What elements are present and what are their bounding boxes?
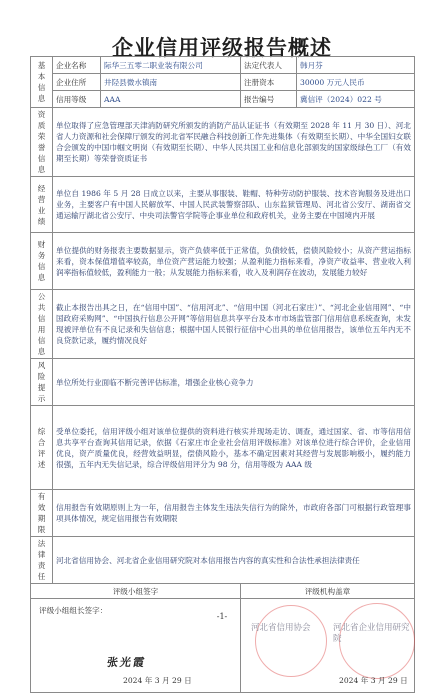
group-date: 2024 年 3 月 29 日: [123, 676, 192, 685]
validity-section-label: 有效期限: [31, 490, 53, 537]
report-no-value: 冀信评（2024）022 号: [297, 91, 415, 108]
basic-row-2: [31, 74, 415, 91]
overall-text: 受单位委托，信用评级小组对该单位提供的资料进行核实并现场走访、调查，通过国家、省、市等信用信息共享平台查询其信用记录，依据《石家庄市企业社会信用评级标准》对该单位进行综合评价，企业信用优良，资产质量优良，经营效益明显，偿债风险小，基本不确定因素对其经营与发展影响极小，履约能力很强，五年内无失信记录，综合评级信用评分为 98 分，信用等级为 AAA 级: [53, 406, 415, 490]
public-section-label: 公共信用信息: [31, 290, 53, 359]
duty-row: [31, 537, 415, 584]
agency-seal-header: 评级机构盖章: [241, 584, 415, 599]
public-text: 截止本报告出具之日，在“信用中国”、“信用河北”、“信用中国（河北石家庄）”、“河北企业信用网”、“中国政府采购网”、“中国执行信息公开网”等信用信息共享平台及本市市场监管部门信用信息系统查询，未发现被评单位有不良记录和失信信息；根据中国人民银行征信中心出具的单位信用报告，该单位五年内无不良贷款记录，履约情况良好: [53, 290, 415, 359]
agency-name-1: 河北省信用协会: [251, 623, 311, 633]
address-value: 井陉县微水镇南: [101, 74, 241, 91]
finance-row: [31, 233, 415, 290]
validity-text: 信用报告有效期原则上为一年，信用报告主体发生违法失信行为的除外，市政府各部门可根据行政管理事项具体情况，规定信用报告有效期限: [53, 490, 415, 537]
company-name-value: 际华三五零二职业装有限公司: [101, 57, 241, 74]
public-credit-row: [31, 290, 415, 359]
risk-row: [31, 359, 415, 406]
honors-section-label: 资质荣誉信息: [31, 108, 53, 177]
basic-row-1: [31, 57, 415, 74]
page-number: -1-: [216, 612, 228, 621]
group-leader-label: 评级小组组长签字：: [39, 606, 108, 615]
duty-text: 河北省信用协会、河北省企业信用研究院对本信用报告内容的真实性和合法性承担法律责任: [53, 537, 415, 584]
agency-name-2: 河北省企业信用研究院: [333, 623, 410, 644]
capital-label: 注册资本: [241, 74, 297, 91]
legal-rep-value: 韩月芬: [297, 57, 415, 74]
capital-value: 30000 万元人民币: [297, 74, 415, 91]
operation-text: 单位自 1986 年 5 月 28 日成立以来，主要从事服装、鞋帽、特种劳动防护服装、技术咨询服务及进出口业务，主要客户有中国人民解放军、中国人民武装警察部队、山东监狱管理局、河北省公安厅、湖南省交通运输厅湖北省公安厅、中央司法警官学院等企事业单位和政府机关，业务主要在中国境内开展: [53, 177, 415, 233]
rating-label: 信用等级: [53, 91, 101, 108]
overall-section-label: 综合评述: [31, 406, 53, 490]
rating-value: AAA: [101, 91, 241, 108]
basic-row-3: [31, 91, 415, 108]
validity-row: [31, 490, 415, 537]
agency-date: 2024 年 3 月 29 日: [339, 676, 408, 685]
operation-row: [31, 177, 415, 233]
risk-section-label: 风险提示: [31, 359, 53, 406]
legal-rep-label: 法定代表人: [241, 57, 297, 74]
group-signature-header: 评级小组签字: [31, 584, 241, 599]
report-no-label: 报告编号: [241, 91, 297, 108]
finance-text: 单位提供的财务报表主要数据显示，资产负债率低于正常值，负债较低，偿债风险较小；从资产营运指标来看，资本保值增值率较高，单位资产营运能力较强；从盈利能力指标来看，净资产收益率、营业收入利润率指标值较低，盈利能力一般；从发展能力指标来看，收入及利润存在波动，发展能力较好: [53, 233, 415, 290]
finance-section-label: 财务信息: [31, 233, 53, 290]
operation-section-label: 经营业绩: [31, 177, 53, 233]
honors-row: [31, 108, 415, 177]
address-label: 企业住所: [53, 74, 101, 91]
risk-text: 单位所处行业面临不断完善评估标准，增强企业核心竞争力: [53, 359, 415, 406]
rating-summary-table: [30, 56, 415, 693]
group-leader-signature: 张光霞: [105, 656, 148, 669]
basic-section-label: 基本信息: [31, 57, 53, 108]
honors-text: 单位取得了应急管理部天津消防研究所颁发的消防产品认证证书（有效期至 2028 年 11 月 30 日）、河北省人力资源和社会保障厅颁发的河北省军民融合科技创新工作先进集体（有效期至长期）、中华全国妇女联合会颁发的中国巾帼文明岗（有效期至长期）、中华人民共国工业和信息化部颁发的国家级绿色工厂（有效期至长期）等荣誉资质证书: [53, 108, 415, 177]
company-name-label: 企业名称: [53, 57, 101, 74]
signoff-header-row: [31, 584, 415, 599]
duty-section-label: 法律责任: [31, 537, 53, 584]
page-title: 企业信用评级报告概述: [112, 35, 332, 60]
overall-row: [31, 406, 415, 490]
